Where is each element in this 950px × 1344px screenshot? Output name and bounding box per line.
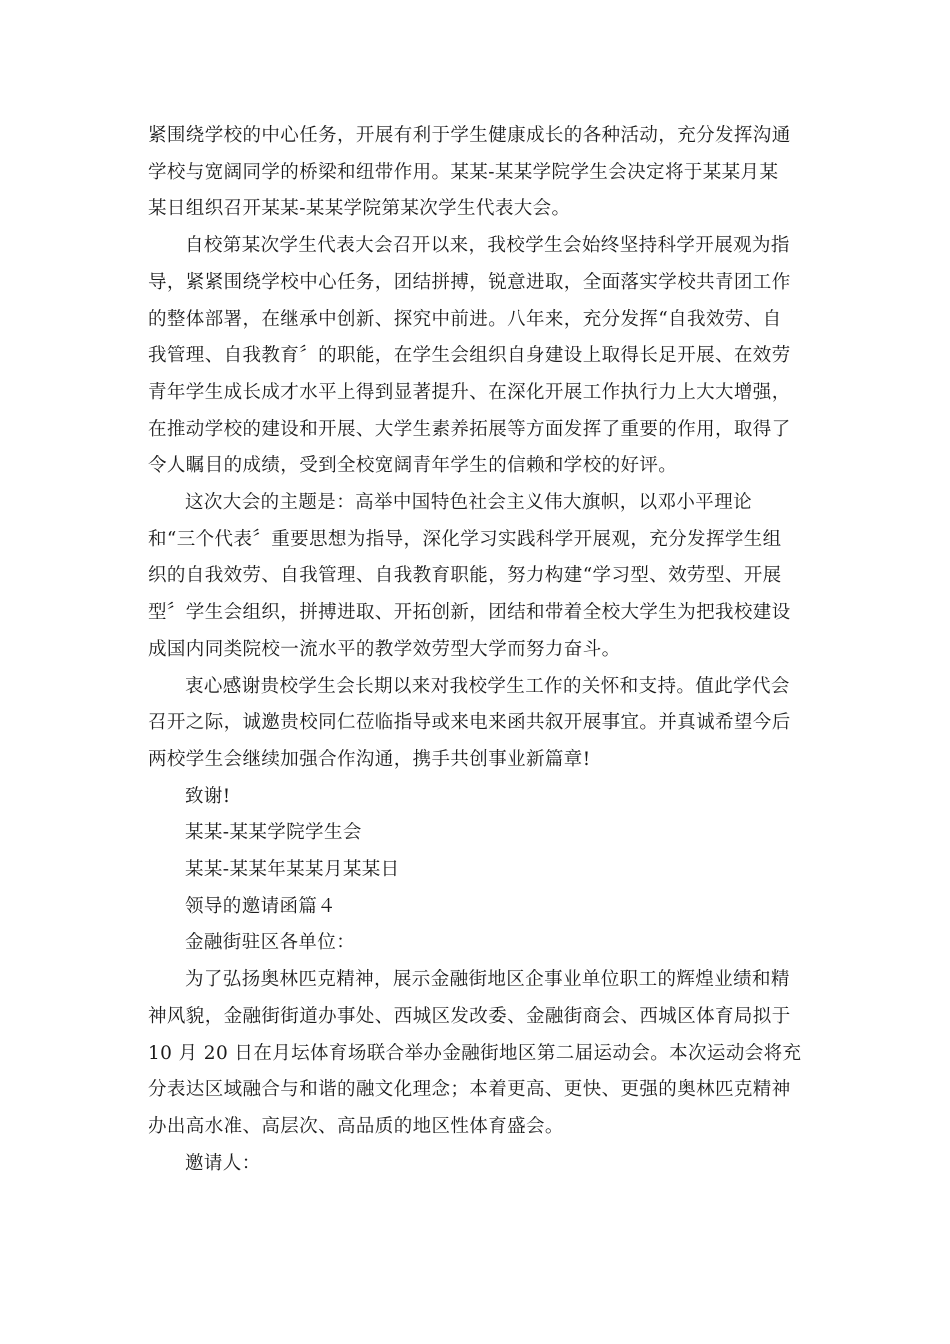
text-line: 致谢! — [185, 785, 231, 807]
text-line: 金融街驻区各单位： — [185, 932, 356, 954]
paragraph — [148, 889, 804, 926]
text-line: 成国内同类院校一流水平的教学效劳型大学而努力奋斗。 — [148, 638, 621, 660]
text-line: 在推动学校的建设和开展、大学生素养拓展等方面发挥了重要的作用，取得了 — [148, 418, 791, 440]
text-line: 织的自我效劳、自我管理、自我教育职能，努力构建“学习型、效劳型、开展 — [148, 565, 782, 587]
paragraph — [148, 118, 804, 228]
text-line: 10 月 20 日在月坛体育场联合举办金融街地区第二届运动会。本次运动会将充 — [148, 1042, 802, 1064]
text-line: 令人瞩目的成绩，受到全校宽阔青年学生的信赖和学校的好评。 — [148, 455, 678, 477]
text-line: 自校第某次学生代表大会召开以来，我校学生会始终坚持科学开展观为指 — [185, 235, 790, 257]
paragraph — [148, 228, 804, 485]
text-line: 青年学生成长成才水平上得到显著提升、在深化开展工作执行力上大大增强， — [148, 381, 791, 403]
text-line: 和“三个代表〞重要思想为指导，深化学习实践科学开展观，充分发挥学生组 — [148, 528, 782, 550]
text-line: 为了弘扬奥林匹克精神，展示金融街地区企事业单位职工的辉煌业绩和精 — [185, 969, 790, 991]
text-line: 型〞学生会组织，拼搏进取、开拓创新，团结和带着全校大学生为把我校建设 — [148, 602, 791, 624]
text-line: 办出高水准、高层次、高品质的地区性体育盛会。 — [148, 1115, 564, 1137]
document-body — [148, 118, 804, 1182]
paragraph — [148, 1146, 804, 1183]
text-line: 领导的邀请函篇４ — [185, 895, 337, 917]
text-line: 衷心感谢贵校学生会长期以来对我校学生工作的关怀和支持。值此学代会 — [185, 675, 790, 697]
text-line: 神风貌，金融街街道办事处、西城区发改委、金融街商会、西城区体育局拟于 — [148, 1005, 791, 1027]
paragraph — [148, 669, 804, 779]
paragraph — [148, 779, 804, 816]
text-line: 学校与宽阔同学的桥梁和纽带作用。某某-某某学院学生会决定将于某某月某 — [148, 161, 779, 183]
text-line: 我管理、自我教育〞的职能，在学生会组织自身建设上取得长足开展、在效劳 — [148, 345, 791, 367]
paragraph — [148, 485, 804, 669]
text-line: 某日组织召开某某-某某学院第某次学生代表大会。 — [148, 198, 571, 220]
paragraph — [148, 815, 804, 852]
paragraph — [148, 852, 804, 889]
text-line: 紧围绕学校的中心任务，开展有利于学生健康成长的各种活动，充分发挥沟通 — [148, 125, 791, 146]
text-line: 这次大会的主题是：高举中国特色社会主义伟大旗帜，以邓小平理论 — [185, 492, 753, 514]
text-line: 导，紧紧围绕学校中心任务，团结拼搏，锐意进取，全面落实学校共青团工作 — [148, 271, 791, 293]
paragraph — [148, 962, 804, 1146]
text-line: 召开之际，诚邀贵校同仁莅临指导或来电来函共叙开展事宜。并真诚希望今后 — [148, 712, 791, 734]
text-line: 某某-某某年某某月某某日 — [185, 859, 400, 881]
paragraph — [148, 925, 804, 962]
text-line: 的整体部署，在继承中创新、探究中前进。八年来，充分发挥“自我效劳、自 — [148, 308, 782, 330]
text-line: 两校学生会继续加强合作沟通，携手共创事业新篇章! — [148, 748, 591, 770]
text-line: 邀请人： — [185, 1152, 261, 1174]
text-line: 某某-某某学院学生会 — [185, 822, 362, 844]
text-line: 分表达区域融合与和谐的融文化理念；本着更高、更快、更强的奥林匹克精神 — [148, 1079, 791, 1101]
